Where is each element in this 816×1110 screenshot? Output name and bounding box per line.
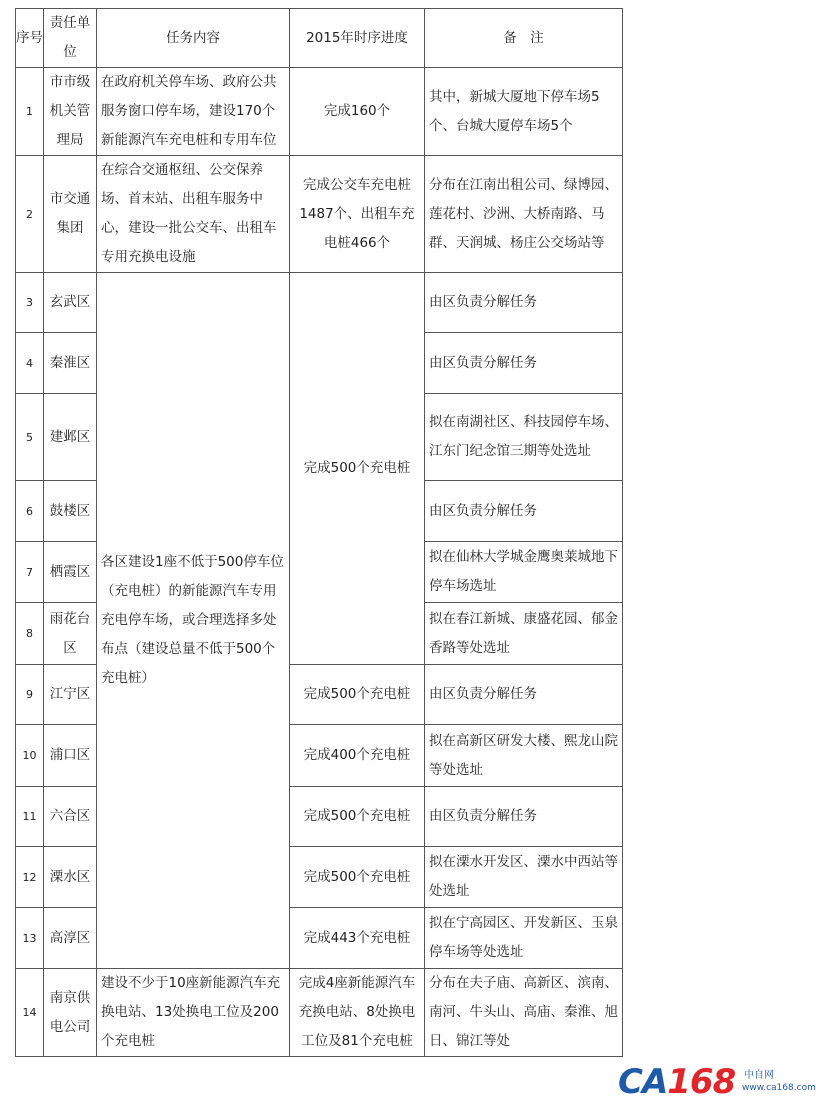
row-seq: 4 bbox=[16, 333, 44, 394]
row-remark: 分布在江南出租公司、绿博园、莲花村、沙洲、大桥南路、马群、天润城、杨庄公交场站等 bbox=[425, 156, 623, 273]
row-unit: 六合区 bbox=[44, 787, 97, 847]
row-unit: 秦淮区 bbox=[44, 333, 97, 394]
row-remark: 分布在夫子庙、高新区、滨南、南河、牛头山、高庙、秦淮、旭日、锦江等处 bbox=[425, 969, 623, 1057]
row-unit: 溧水区 bbox=[44, 847, 97, 908]
row-unit: 雨花台区 bbox=[44, 603, 97, 665]
table-row bbox=[16, 156, 623, 273]
ca168-watermark-logo bbox=[618, 1062, 816, 1102]
logo-domain: www.ca168.com bbox=[742, 1083, 816, 1093]
logo-number: 168 bbox=[667, 1062, 736, 1102]
row-unit: 鼓楼区 bbox=[44, 481, 97, 542]
row-progress: 完成443个充电桩 bbox=[290, 908, 425, 969]
row-remark: 拟在宁高园区、开发新区、玉泉停车场等处选址 bbox=[425, 908, 623, 969]
row-remark: 由区负责分解任务 bbox=[425, 273, 623, 333]
header-remark: 备 注 bbox=[425, 9, 623, 68]
header-unit: 责任单位 bbox=[44, 9, 97, 68]
row-remark: 由区负责分解任务 bbox=[425, 481, 623, 542]
row-progress: 完成160个 bbox=[290, 68, 425, 156]
row-seq: 3 bbox=[16, 273, 44, 333]
row-seq: 13 bbox=[16, 908, 44, 969]
row-seq: 8 bbox=[16, 603, 44, 665]
row-remark: 拟在春江新城、康盛花园、郁金香路等处选址 bbox=[425, 603, 623, 665]
header-progress: 2015年时序进度 bbox=[290, 9, 425, 68]
row-remark: 其中，新城大厦地下停车场5个、台城大厦停车场5个 bbox=[425, 68, 623, 156]
row-progress: 完成公交车充电桩1487个、出租车充电桩466个 bbox=[290, 156, 425, 273]
row-unit: 市交通集团 bbox=[44, 156, 97, 273]
row-task: 建设不少于10座新能源汽车充换电站、13处换电工位及200个充电桩 bbox=[97, 969, 290, 1057]
row-unit: 浦口区 bbox=[44, 725, 97, 787]
row-unit: 栖霞区 bbox=[44, 542, 97, 603]
row-seq: 2 bbox=[16, 156, 44, 273]
row-unit: 江宁区 bbox=[44, 665, 97, 725]
logo-letters: CA bbox=[618, 1062, 668, 1102]
row-seq: 9 bbox=[16, 665, 44, 725]
header-seq: 序号 bbox=[16, 9, 44, 68]
row-remark: 由区负责分解任务 bbox=[425, 333, 623, 394]
row-unit: 高淳区 bbox=[44, 908, 97, 969]
logo-cn-name: 中自网 bbox=[744, 1070, 774, 1081]
row-seq: 6 bbox=[16, 481, 44, 542]
row-progress: 完成500个充电桩 bbox=[290, 787, 425, 847]
row-progress: 完成400个充电桩 bbox=[290, 725, 425, 787]
logo-mark bbox=[618, 1062, 735, 1102]
table-header-row bbox=[16, 9, 623, 68]
district-progress-merged: 完成500个充电桩 bbox=[290, 273, 425, 665]
row-remark: 拟在南湖社区、科技园停车场、江东门纪念馆三期等处选址 bbox=[425, 394, 623, 481]
row-remark: 拟在仙林大学城金鹰奥莱城地下停车场选址 bbox=[425, 542, 623, 603]
row-seq: 12 bbox=[16, 847, 44, 908]
row-seq: 11 bbox=[16, 787, 44, 847]
row-seq: 7 bbox=[16, 542, 44, 603]
row-unit: 南京供电公司 bbox=[44, 969, 97, 1057]
row-unit: 市市级机关管理局 bbox=[44, 68, 97, 156]
row-task: 在政府机关停车场、政府公共服务窗口停车场，建设170个新能源汽车充电桩和专用车位 bbox=[97, 68, 290, 156]
row-unit: 建邺区 bbox=[44, 394, 97, 481]
table-row bbox=[16, 969, 623, 1057]
row-progress: 完成4座新能源汽车充换电站、8处换电工位及81个充电桩 bbox=[290, 969, 425, 1057]
row-task: 在综合交通枢纽、公交保养场、首末站、出租车服务中心，建设一批公交车、出租车专用充换电设施 bbox=[97, 156, 290, 273]
table-row bbox=[16, 68, 623, 156]
row-remark: 由区负责分解任务 bbox=[425, 787, 623, 847]
table-row bbox=[16, 273, 623, 333]
row-progress: 完成500个充电桩 bbox=[290, 847, 425, 908]
row-remark: 拟在高新区研发大楼、熙龙山院等处选址 bbox=[425, 725, 623, 787]
task-table bbox=[15, 8, 623, 1057]
district-task-merged: 各区建设1座不低于500停车位（充电桩）的新能源汽车专用充电停车场，或合理选择多处布点（建设总量不低于500个充电桩） bbox=[97, 273, 290, 969]
row-seq: 14 bbox=[16, 969, 44, 1057]
header-task: 任务内容 bbox=[97, 9, 290, 68]
row-progress: 完成500个充电桩 bbox=[290, 665, 425, 725]
row-remark: 由区负责分解任务 bbox=[425, 665, 623, 725]
row-unit: 玄武区 bbox=[44, 273, 97, 333]
row-seq: 10 bbox=[16, 725, 44, 787]
row-seq: 5 bbox=[16, 394, 44, 481]
row-remark: 拟在溧水开发区、溧水中西站等处选址 bbox=[425, 847, 623, 908]
row-seq: 1 bbox=[16, 68, 44, 156]
